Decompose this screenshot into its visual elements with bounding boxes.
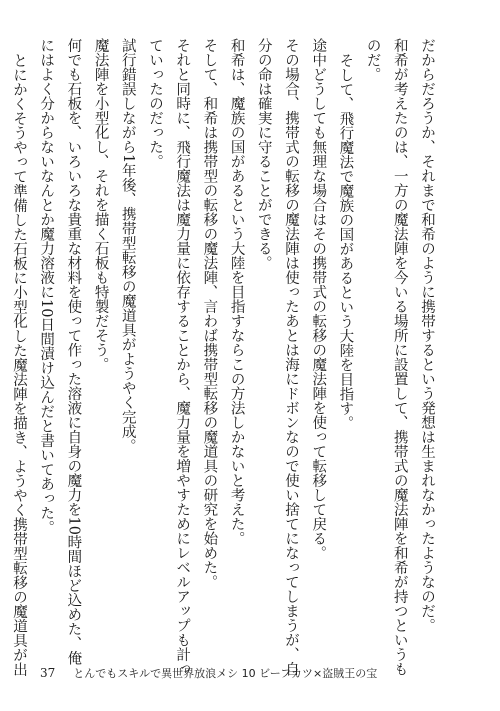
vertical-text-body — [0, 38, 440, 678]
page-footer — [40, 665, 377, 681]
paragraph: そして、飛行魔法で魔族の国があるという大陸を目指す。 — [337, 52, 354, 430]
paragraph: だからだろうか、それまで和希のように携帯するという発想は生まれなかったようなのだ。 — [419, 38, 435, 633]
paragraph: 途中どうしても無理な場合はその携帯式の転移の魔法陣を使って転移して戻る。 — [310, 38, 327, 560]
paragraph: 試行錯誤しながら1年後、携帯型転移の魔道具がようやく完成。 — [119, 38, 136, 454]
paragraph: とにかくそうやって準備した石板に小型化した魔法陣を描き、ようやく携帯型転移の魔道具が出 — [10, 52, 27, 676]
paragraph: 和希が考えたのは、一方の魔法陣を今いる場所に設置して、携帯式の魔法陣を和希が持つというものだ。 — [364, 38, 408, 676]
paragraph: 何でも石板を、いろいろな貴重な材料を使って作った溶液に自身の魔力を10時間ほど込めた、俺にはよく分からないなんとか魔力溶液に10日間漬け込んだと書いてあった。 — [38, 38, 82, 666]
paragraph: 和希は、魔族の国があるという大陸を目指すならこの方法しかないと考えた。 — [228, 38, 245, 546]
paragraph: 魔法陣を小型化し、それを描く石板も特製だそう。 — [92, 38, 109, 372]
running-title: とんでもスキルで異世界放浪メシ 10 ビーフカツ×盗賊王の宝 — [73, 667, 378, 680]
paragraph: その場合、携帯式の転移の魔法陣は使ったあとは海にドボンなので使い捨てになってしまうが、自分の命は確実に守ることができる。 — [255, 38, 299, 676]
paragraph: そして、和希は携帯型の転移の魔法陣、言わば携帯型転移の魔道具の研究を始めた。 — [201, 38, 218, 589]
paragraph: それと同時に、飛行魔法は魔力量に依存することから、魔力量を増やすためにレベルアップも計っていったのだった。 — [146, 38, 191, 676]
page-number: 37 — [40, 666, 56, 680]
